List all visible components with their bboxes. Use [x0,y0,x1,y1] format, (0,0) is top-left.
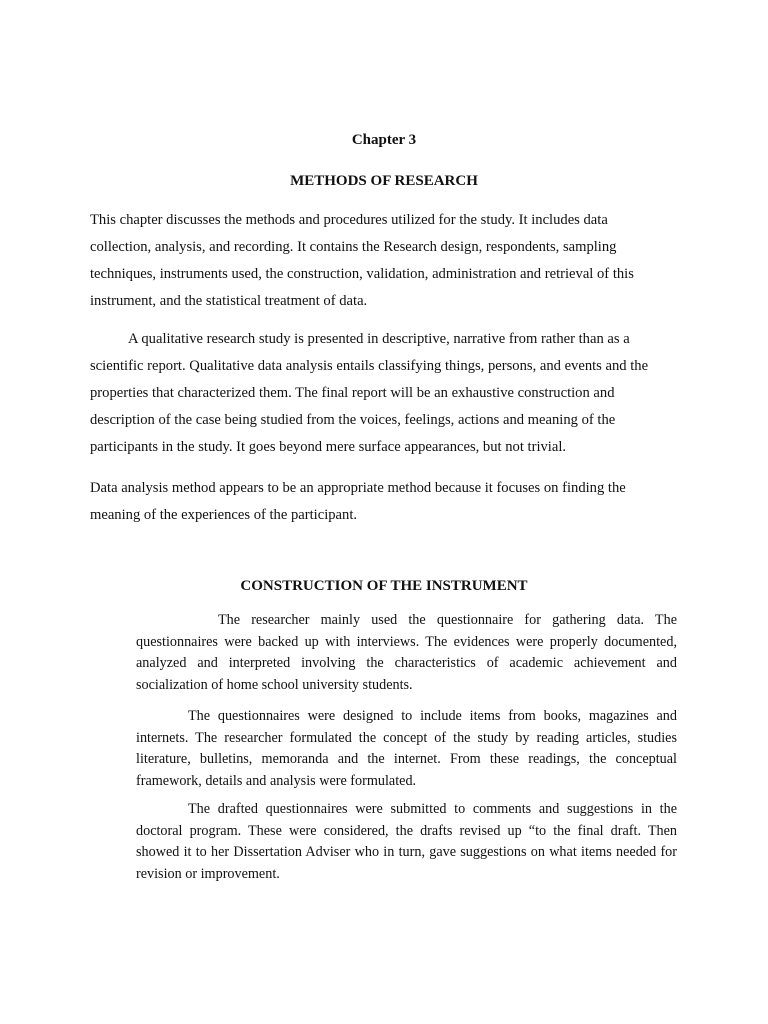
qualitative-paragraph: A qualitative research study is presented in descriptive, narrative from rather than as a scientific report. Qualitative data analysis entails classifying things, persons, and events and the properties that characterized them. The final report will be an exhaustive construction and description of the case being studied from the voices, feelings, actions and meaning of the participants in the study. It goes beyond mere surface appearances, but not trivial. [90,331,649,455]
section-paragraph: The drafted questionnaires were submitted to comments and suggestions in the doctoral program. These were considered, the drafts revised up “to the final draft. Then showed it to her Dissertation Adviser who in turn, gave suggestions on what items needed for revision or improvement. [136,801,677,882]
chapter-title: METHODS OF RESEARCH [290,173,478,189]
section-heading: CONSTRUCTION OF THE INSTRUMENT [240,578,528,594]
section-paragraph: The researcher mainly used the questionnaire for gathering data. The questionnaires were backed up with interviews. The evidences were properly documented, analyzed and interpreted involving the characteristics of academic achievement and socialization of home school university students. [136,612,677,693]
intro-paragraph: This chapter discusses the methods and procedures utilized for the study. It includes data collection, analysis, and recording. It contains the Research design, respondents, sampling techniques, instruments used, the construction, validation, administration and retrieval of this instrument, and the statistical treatment of data. [90,212,634,309]
section-paragraph: The questionnaires were designed to include items from books, magazines and internets. The researcher formulated the concept of the study by reading articles, studies literature, bulletins, memoranda and the internet. From these readings, the conceptual framework, details and analysis were formulated. [136,708,677,789]
chapter-label: Chapter 3 [351,132,417,148]
data-analysis-paragraph: Data analysis method appears to be an appropriate method because it focuses on finding the meaning of the experiences of the participant. [90,480,626,523]
